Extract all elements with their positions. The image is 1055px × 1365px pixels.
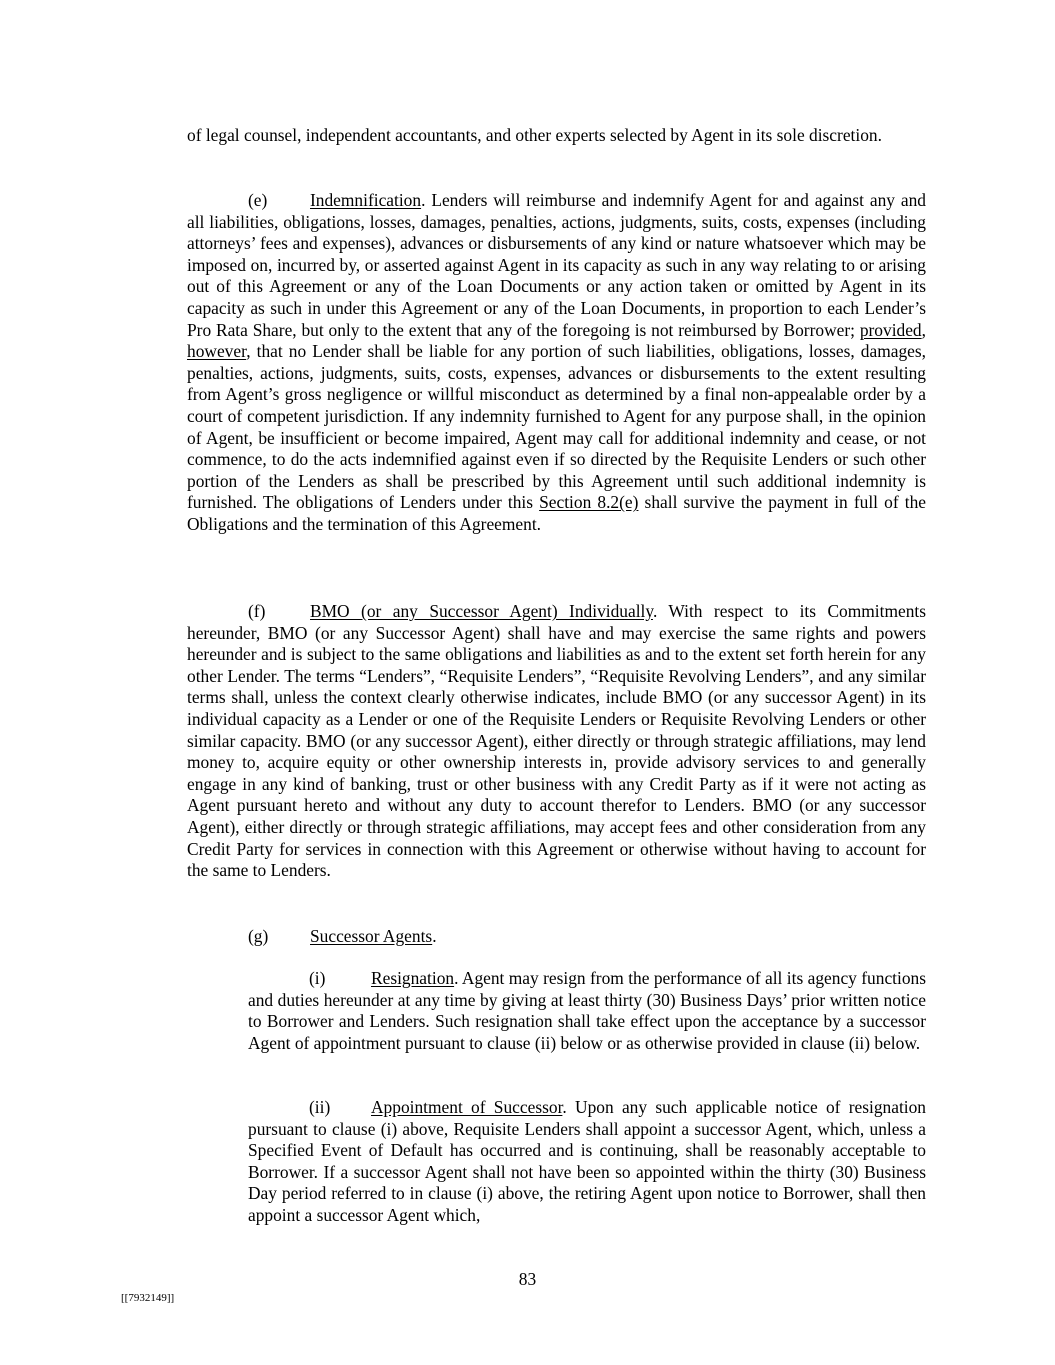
- provided-term: provided: [859, 319, 922, 340]
- paragraph-g: [187, 926, 926, 948]
- paragraph-g-heading: Successor Agents: [310, 926, 433, 946]
- paragraph-g-ii: [248, 1097, 926, 1227]
- paragraph-g-i-label: (i): [309, 968, 326, 988]
- document-id: [[7932149]]: [121, 1292, 175, 1304]
- however-term: however: [187, 341, 247, 362]
- paragraph-e-heading: Indemnification: [310, 190, 422, 210]
- comma: ,: [921, 319, 926, 340]
- page-number: 83: [518, 1269, 537, 1289]
- paragraph-f-heading: BMO (or any Successor Agent) Individually: [310, 601, 653, 621]
- paragraph-g-i: [248, 968, 926, 1054]
- continuation-text: of legal counsel, independent accountants, and other experts selected by Agent in its sole discretion.: [187, 125, 882, 145]
- paragraph-g-period: .: [432, 926, 437, 946]
- paragraph-f: [187, 601, 926, 882]
- paragraph-e-text-2: , that no Lender shall be liable for any portion of such liabilities, obligations, losses, damages, penalties, actions, judgments, suits, costs, expenses, advances or disbursements to the extent resulting from Agent’s gross negligence or willful misconduct as determined by a final non-appealable order by a court of competent jurisdiction. If any indemnity furnished to Agent for any purpose shall, in the opinion of Agent, be insufficient or become impaired, Agent may call for additional indemnity and cease, or not commence, to do the acts indemnified against even if so directed by the Requisite Lenders or such other portion of the Lenders as shall be prescribed by this Agreement until such additional indemnity is furnished. The obligations of Lenders under this: [187, 341, 926, 513]
- paragraph-g-ii-heading: Appointment of Successor: [371, 1097, 563, 1117]
- paragraph-g-label: (g): [248, 926, 269, 946]
- paragraph-g-ii-text: . Upon any such applicable notice of resignation pursuant to clause (i) above, Requisite Lenders shall appoint a successor Agent, which, unless a Specified Event of Default has occurred and is continuing, shall be reasonably acceptable to Borrower. If a successor Agent shall not have been so appointed within the thirty (30) Business Day period referred to in clause (i) above, the retiring Agent upon notice to Borrower, shall then appoint a successor Agent which,: [248, 1097, 927, 1225]
- paragraph-e: [187, 190, 926, 536]
- paragraph-continuation: [187, 125, 926, 147]
- paragraph-e-label: (e): [248, 190, 268, 210]
- paragraph-g-i-heading: Resignation: [371, 968, 455, 988]
- section-reference: Section 8.2(e): [539, 492, 639, 513]
- paragraph-g-i-text: . Agent may resign from the performance of all its agency functions and duties hereunder at any time by giving at least thirty (30) Business Days’ prior written notice to Borrower and Lenders. Such resignation shall take effect upon the acceptance by a successor Agent of appointment pursuant to clause (ii) below or as otherwise provided in clause (ii) below.: [248, 968, 926, 1053]
- paragraph-e-text-1: . Lenders will reimburse and indemnify Agent for and against any and all liabilities, obligations, losses, damages, penalties, actions, judgments, suits, costs, expenses (including attorneys’ fees and expenses), advances or disbursements of any kind or nature whatsoever which may be imposed on, incurred by, or asserted against Agent in its capacity as such in any way relating to or arising out of this Agreement or any of the Loan Documents or any action taken or omitted by Agent in its capacity as such in under this Agreement or any of the Loan Documents, in proportion to each Lender’s Pro Rata Share, but only to the extent that any of the foregoing is not reimbursed by Borrower;: [187, 190, 926, 340]
- paragraph-f-text: . With respect to its Commitments hereunder, BMO (or any Successor Agent) shall have and may exercise the same rights and powers hereunder and is subject to the same obligations and liabilities as and to the extent set forth herein for any other Lender. The terms “Lenders”, “Requisite Lenders”, “Requisite Revolving Lenders”, and any similar terms shall, unless the context clearly otherwise indicates, include BMO (or any successor Agent) in its individual capacity as a Lender or one of the Requisite Lenders or Requisite Revolving Lenders or other similar capacity. BMO (or any successor Agent), either directly or through strategic affiliations, may lend money to, acquire equity or other ownership interests in, provide advisory services to and generally engage in any kind of banking, trust or other business with any Credit Party as if it were not acting as Agent pursuant hereto and without any duty to account therefor to Lenders. BMO (or any successor Agent), either directly or through strategic affiliations, may accept fees and other consideration from any Credit Party for services in connection with this Agreement or otherwise without having to account for the same to Lenders.: [187, 601, 926, 881]
- paragraph-g-ii-label: (ii): [309, 1097, 331, 1117]
- paragraph-f-label: (f): [248, 601, 266, 621]
- paragraph-e-text-3: shall survive the payment in full of the Obligations and the termination of this Agreement.: [187, 492, 926, 534]
